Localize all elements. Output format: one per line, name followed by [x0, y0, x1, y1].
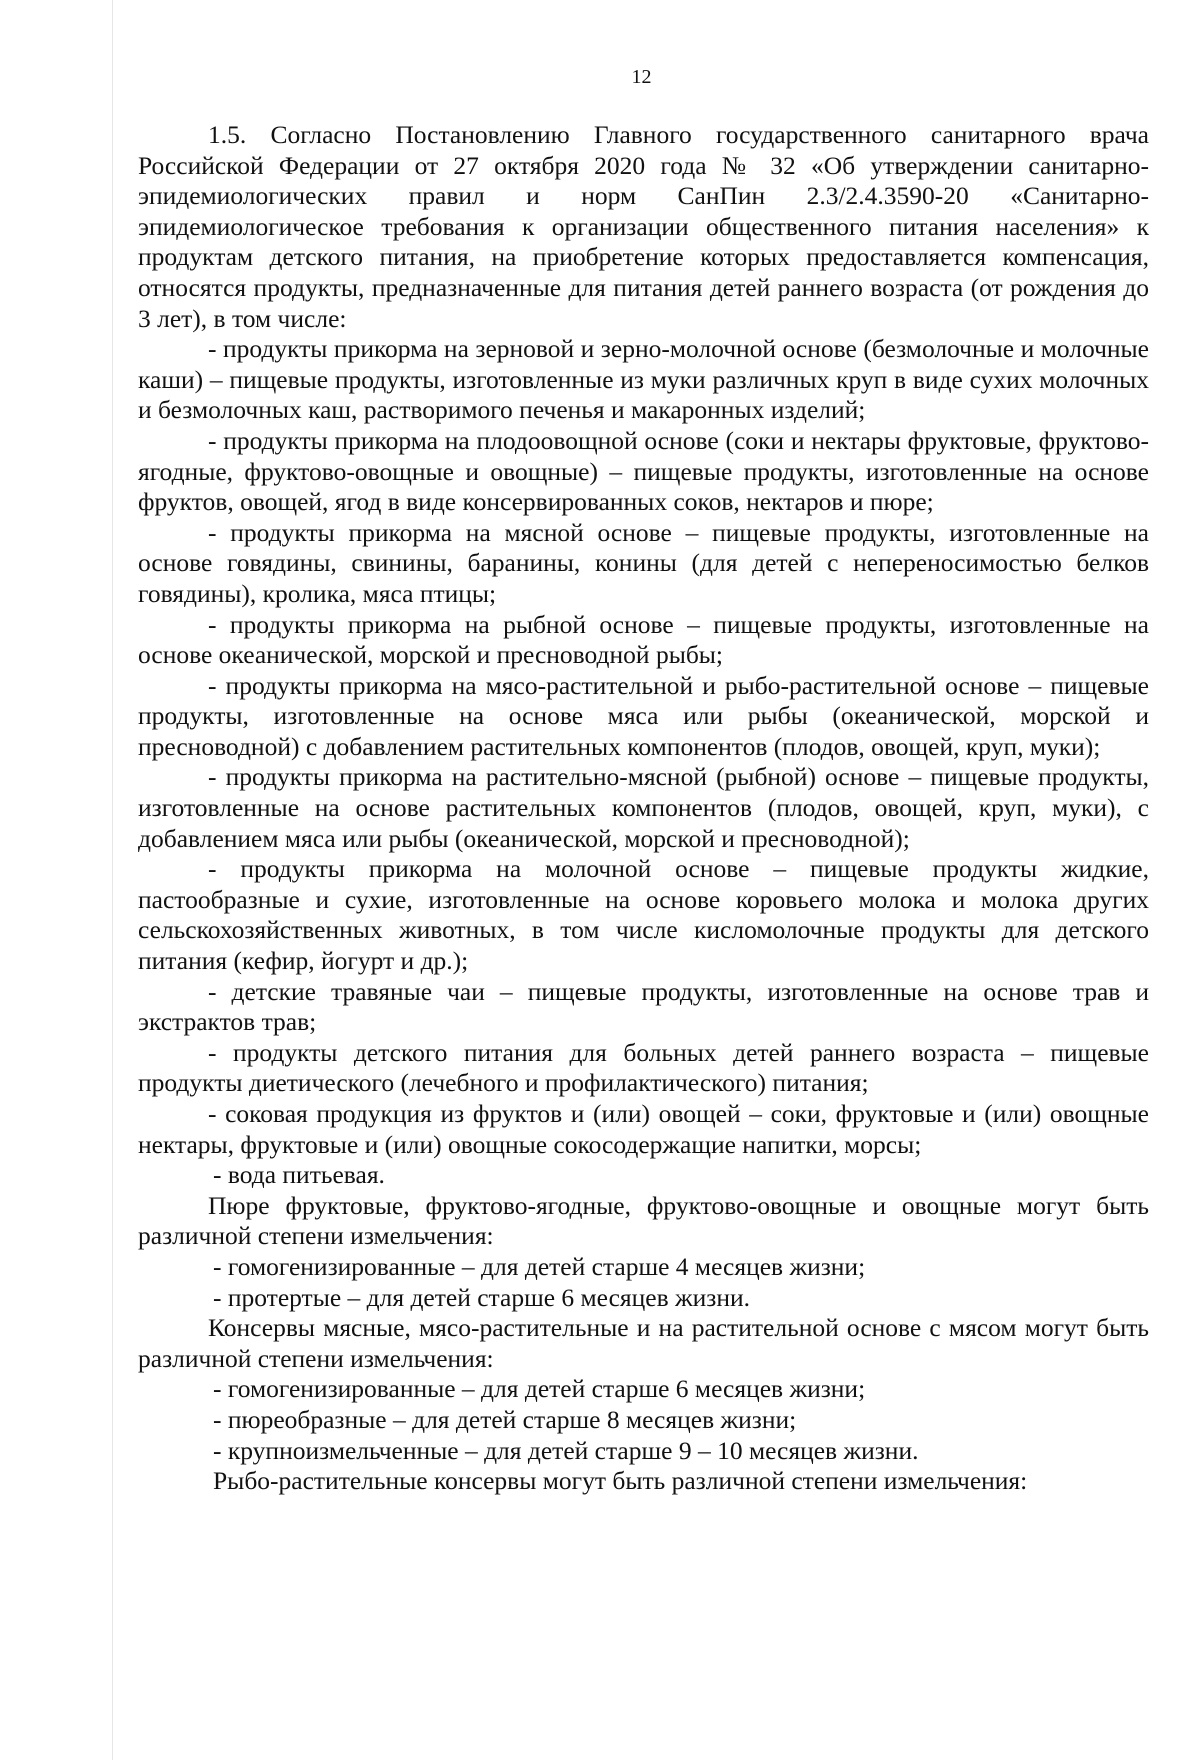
paragraph: Пюре фруктовые, фруктово-ягодные, фруктово-овощные и овощные могут быть различной степени измельчения:: [138, 1190, 1149, 1251]
list-item: - продукты детского питания для больных детей раннего возраста – пищевые продукты диетического (лечебного и профилактического) питания;: [138, 1037, 1149, 1098]
list-item: - продукты прикорма на рыбной основе – пищевые продукты, изготовленные на основе океанической, морской и пресноводной рыбы;: [138, 609, 1149, 670]
list-item: - продукты прикорма на мясной основе – пищевые продукты, изготовленные на основе говядины, свинины, баранины, конины (для детей с непереносимостью белков говядины), кролика, мяса птицы;: [138, 517, 1149, 608]
list-item: - гомогенизированные – для детей старше 6 месяцев жизни;: [213, 1374, 866, 1404]
list-item: - соковая продукция из фруктов и (или) овощей – соки, фруктовые и (или) овощные нектары, фруктовые и (или) овощные сокосодержащие напитки, морсы;: [138, 1099, 1149, 1159]
list-item: - продукты прикорма на молочной основе – пищевые продукты жидкие, пастообразные и сухие, изготовленные на основе коровьего молока и молока других сельскохозяйственных животных, в том числе кисломолочные продукты для детского питания (кефир, йогурт и др.);: [138, 854, 1149, 976]
list-item: - гомогенизированные – для детей старше 4 месяцев жизни;: [213, 1251, 866, 1281]
list-item: - продукты прикорма на плодоовощной основе (соки и нектары фруктовые, фруктово-ягодные, фруктово-овощные и овощные) – пищевые продукты, изготовленные на основе фруктов, овощей, ягод в виде консервированных соков, нектаров и пюре;: [138, 425, 1149, 517]
list-item: - протертые – для детей старше 6 месяцев жизни.: [213, 1282, 751, 1312]
document-body: [138, 120, 1149, 1497]
scan-edge-line: [112, 0, 113, 1760]
list-item: - вода питьевая.: [213, 1160, 385, 1190]
list-item: - детские травяные чаи – пищевые продукты, изготовленные на основе трав и экстрактов трав;: [138, 976, 1149, 1037]
page-number: 12: [631, 66, 652, 88]
list-item: - продукты прикорма на мясо-растительной и рыбо-растительной основе – пищевые продукты, изготовленные на основе мяса или рыбы (океанической, морской и пресноводной) с добавлением растительных компонентов (плодов, овощей, круп, муки);: [138, 670, 1149, 761]
list-item: - продукты прикорма на зерновой и зерно-молочной основе (безмолочные и молочные каши) – пищевые продукты, изготовленные из муки различных круп в виде сухих молочных и безмолочных каш, растворимого печенья и макаронных изделий;: [138, 334, 1149, 425]
list-item: - продукты прикорма на растительно-мясной (рыбной) основе – пищевые продукты, изготовленные на основе растительных компонентов (плодов, овощей, круп, муки), с добавлением мяса или рыбы (океанической, морской и пресноводной);: [138, 762, 1149, 853]
list-item: - пюреобразные – для детей старше 8 месяцев жизни;: [213, 1404, 797, 1434]
list-item: - крупноизмельченные – для детей старше 9 – 10 месяцев жизни.: [213, 1435, 919, 1465]
paragraph: Рыбо-растительные консервы могут быть различной степени измельчения:: [213, 1466, 1028, 1496]
paragraph-intro: 1.5. Согласно Постановлению Главного государственного санитарного врача Российской Федерации от 27 октября 2020 года № 32 «Об утверждении санитарно-эпидемиологических правил и норм СанПин 2.3/2.4.3590-20 «Санитарно-эпидемиологическое требования к организации общественного питания населения» к продуктам детского питания, на приобретение которых предоставляется компенсация, относятся продукты, предназначенные для питания детей раннего возраста (от рождения до 3 лет), в том числе:: [138, 120, 1149, 333]
paragraph: Консервы мясные, мясо-растительные и на растительной основе с мясом могут быть различной степени измельчения:: [138, 1313, 1149, 1373]
